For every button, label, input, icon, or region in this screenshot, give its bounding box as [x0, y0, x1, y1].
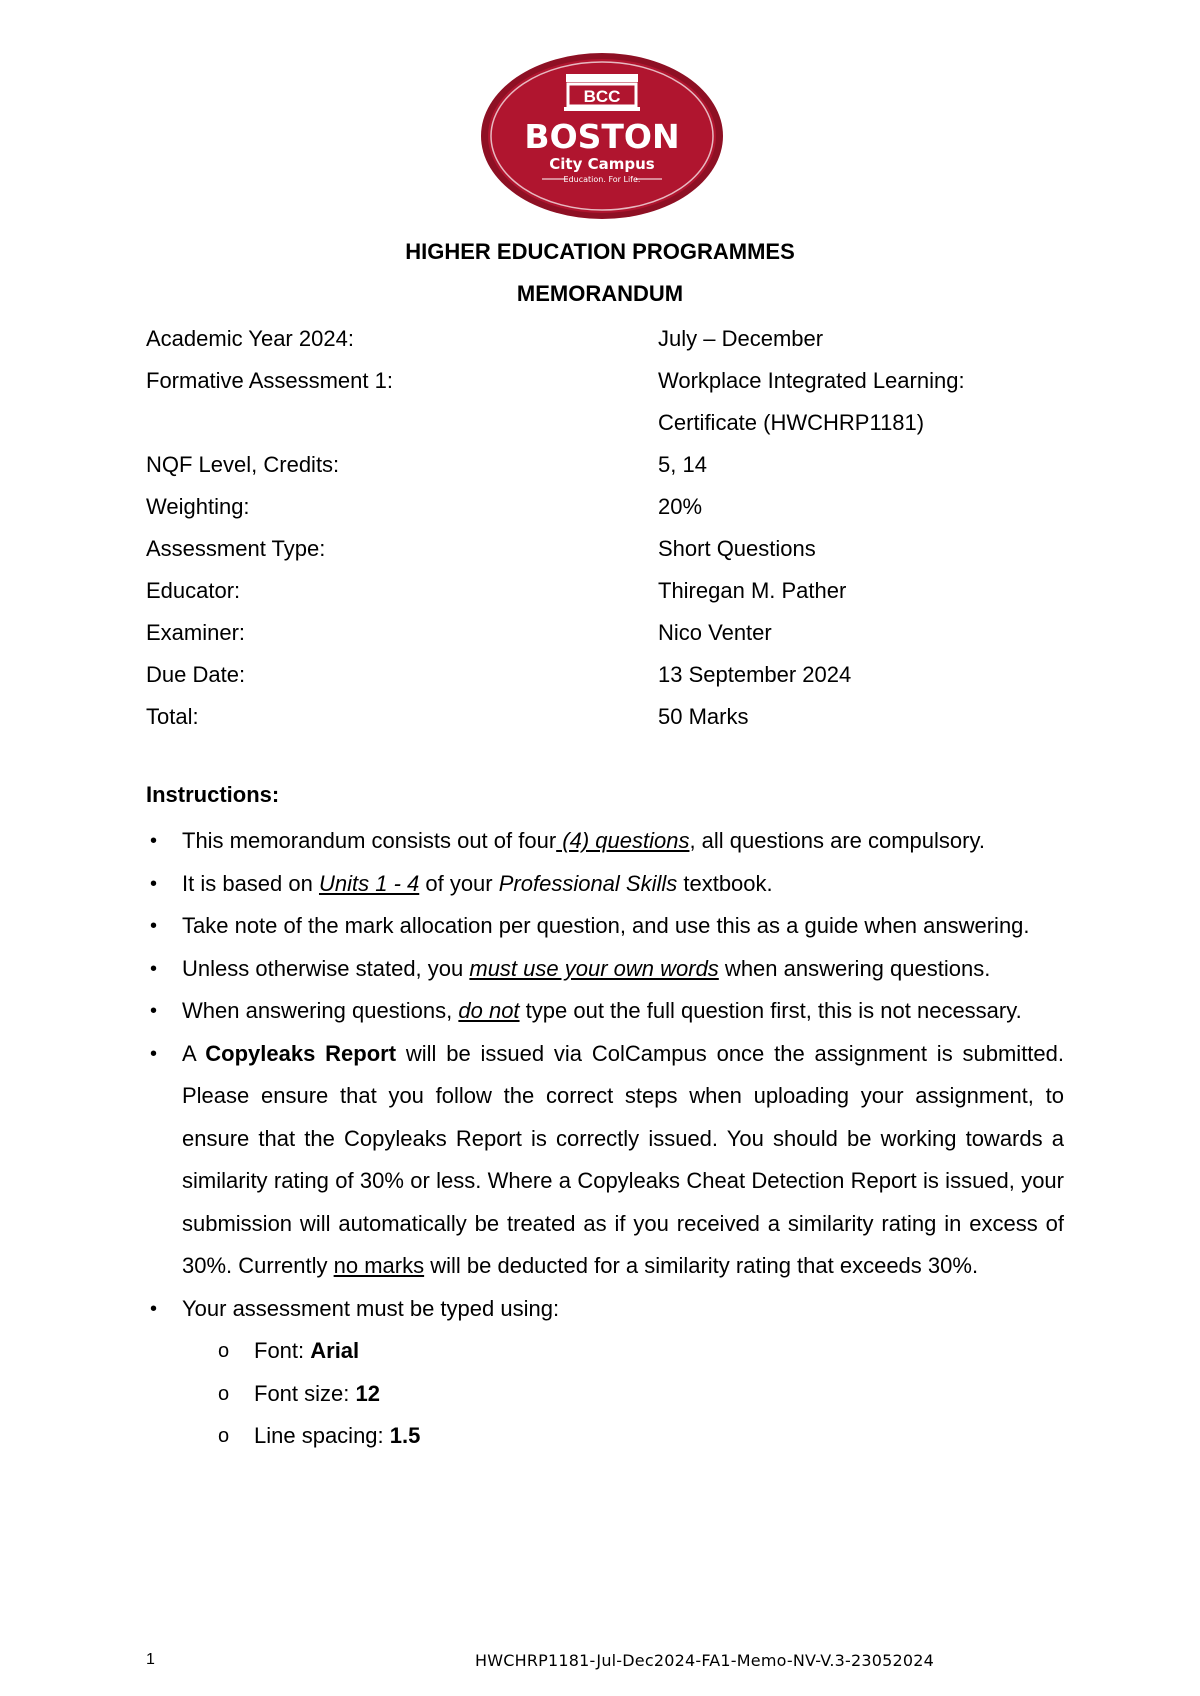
info-label: Academic Year 2024:	[146, 326, 354, 351]
info-row	[146, 528, 1066, 570]
text: It is based on	[182, 870, 319, 896]
emphasis-text: Units 1 - 4	[318, 870, 420, 896]
instructions-heading: Instructions:	[146, 782, 280, 807]
sub-list-item	[182, 1415, 1064, 1458]
text: when answering questions.	[718, 955, 991, 981]
text: , all questions are compulsory.	[689, 828, 985, 853]
text: Your assessment must be typed using:	[182, 1295, 560, 1321]
assessment-info-table	[146, 318, 1066, 738]
text: will be issued via ColCampus once the assignment is submitted. Please ensure that you follow the correct steps when uploading your assignment, to ensure that the Copyleaks Report is correctly issued. You should be working towards a similarity rating of 30% or less. Where a Copyleaks Cheat Detection Report is issued, your submission will automatically be treated as if you received a similarity rating in excess of 30%. Currently	[182, 1040, 1065, 1278]
info-label: NQF Level, Credits:	[146, 452, 340, 477]
text: Font:	[254, 1338, 311, 1363]
info-row	[146, 486, 1066, 528]
text: type out the full question first, this is not necessary.	[519, 998, 1022, 1023]
emphasis-text: do not	[458, 998, 520, 1023]
bold-text: 12	[355, 1380, 380, 1406]
info-label: Formative Assessment 1:	[146, 368, 393, 393]
info-row	[146, 318, 1066, 360]
text: When answering questions,	[182, 998, 459, 1023]
text: will be deducted for a similarity rating that exceeds 30%.	[424, 1253, 979, 1278]
bold-text: Arial	[310, 1338, 360, 1363]
page-number: 1	[146, 1651, 155, 1668]
info-row	[146, 654, 1066, 696]
info-label: Total:	[146, 704, 199, 729]
info-label: Examiner:	[146, 620, 246, 645]
bold-text: Copyleaks Report	[205, 1040, 397, 1066]
info-value: Short Questions	[658, 536, 816, 561]
info-value: Nico Venter	[658, 620, 772, 645]
list-item	[146, 1288, 1064, 1458]
list-item	[146, 863, 1064, 906]
textbook-title: Professional Skills	[498, 870, 678, 896]
text: textbook.	[677, 870, 773, 896]
info-label: Educator:	[146, 578, 241, 603]
text: Line spacing:	[254, 1423, 390, 1448]
list-item	[146, 990, 1064, 1033]
list-item	[146, 820, 1064, 863]
info-row	[146, 444, 1066, 486]
info-row	[146, 612, 1066, 654]
instructions-list	[146, 820, 1064, 1458]
sub-list-item	[182, 1373, 1064, 1416]
svg-text:City Campus: City Campus	[549, 155, 655, 173]
sub-list-item	[182, 1330, 1064, 1373]
text: This memorandum consists out of four	[182, 828, 557, 853]
formatting-sublist	[182, 1330, 1064, 1458]
text: of your	[419, 870, 499, 896]
list-item: • Take note of the mark allocation per question, and use this as a guide when answering.	[146, 905, 1064, 948]
info-value: 13 September 2024	[658, 662, 852, 687]
memorandum-title: MEMORANDUM	[516, 281, 684, 306]
info-label: Weighting:	[146, 494, 250, 519]
emphasis-text: (4) questions	[556, 828, 690, 853]
bold-text: 1.5	[389, 1423, 421, 1448]
boston-city-campus-logo	[480, 52, 724, 220]
list-item	[146, 1033, 1064, 1288]
document-code: HWCHRP1181-Jul-Dec2024-FA1-Memo-NV-V.3-23052024	[475, 1651, 935, 1670]
programme-title: HIGHER EDUCATION PROGRAMMES	[405, 239, 795, 264]
svg-text:BOSTON: BOSTON	[524, 117, 680, 156]
list-item	[146, 948, 1064, 991]
text: Unless otherwise stated, you	[182, 955, 470, 981]
info-row	[146, 570, 1066, 612]
info-label: Due Date:	[146, 662, 246, 687]
text: Font size:	[254, 1380, 356, 1406]
info-row	[146, 696, 1066, 738]
info-value: July – December	[658, 326, 824, 351]
svg-text:BCC: BCC	[583, 87, 621, 106]
info-value: 50 Marks	[658, 704, 749, 729]
info-value: 20%	[658, 494, 703, 519]
info-value: Workplace Integrated Learning:	[658, 368, 965, 393]
text: A	[182, 1040, 206, 1066]
emphasis-text: must use your own words	[469, 955, 719, 981]
info-value: Thiregan M. Pather	[658, 578, 847, 603]
info-row	[146, 360, 1066, 402]
svg-text:Education. For Life.: Education. For Life.	[563, 175, 641, 184]
info-label	[146, 402, 658, 444]
info-row	[146, 402, 1066, 444]
info-label: Assessment Type:	[146, 536, 326, 561]
info-value: Certificate (HWCHRP1181)	[658, 410, 925, 435]
underlined-text: no marks	[333, 1253, 425, 1278]
info-value: 5, 14	[658, 452, 707, 477]
